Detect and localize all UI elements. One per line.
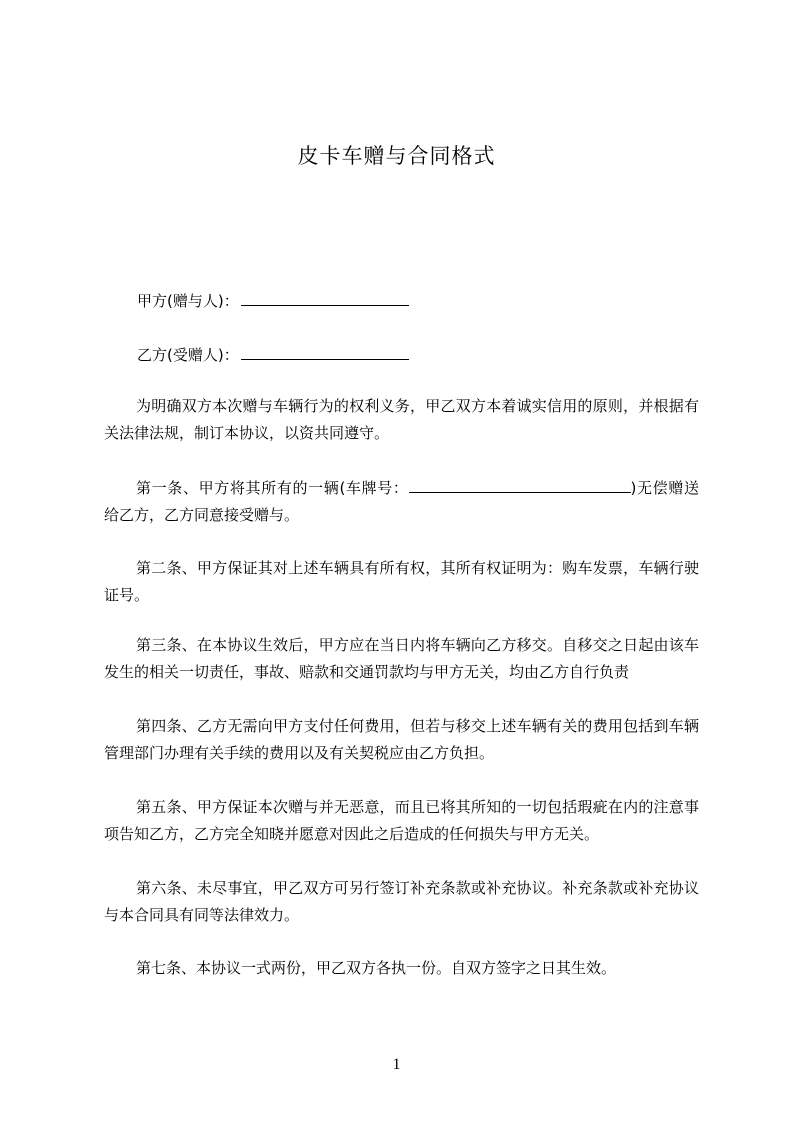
article-3-paragraph: 第三条、在本协议生效后，甲方应在当日内将车辆向乙方移交。自移交之日起由该车发生的相关一切责任，事故、赔款和交通罚款均与甲方无关，均由乙方自行负责 (104, 636, 699, 681)
article-1-text-after: )无偿赠送给乙方，乙方同意接受赠与。 (104, 479, 699, 524)
article-4-paragraph: 第四条、乙方无需向甲方支付任何费用，但若与移交上述车辆有关的费用包括到车辆管理部门办理有关手续的费用以及有关契税应由乙方负担。 (104, 717, 699, 762)
party-a-blank (241, 290, 409, 306)
party-a-line (137, 290, 409, 311)
party-a-label: 甲方(赠与人)： (137, 292, 239, 310)
article-2-paragraph: 第二条、甲方保证其对上述车辆具有所有权，其所有权证明为：购车发票，车辆行驶证号。 (104, 559, 699, 604)
preamble-paragraph: 为明确双方本次赠与车辆行为的权利义务，甲乙双方本着诚实信用的原则，并根据有关法律法规，制订本协议，以资共同遵守。 (104, 397, 699, 442)
party-b-line (137, 344, 409, 365)
page-number: 1 (392, 1056, 401, 1073)
article-1-text-before: 第一条、甲方将其所有的一辆(车牌号： (136, 479, 409, 497)
article-5-paragraph: 第五条、甲方保证本次赠与并无恶意，而且已将其所知的一切包括瑕疵在内的注意事项告知乙方，乙方完全知晓并愿意对因此之后造成的任何损失与甲方无关。 (104, 798, 699, 843)
document-title: 皮卡车赠与合同格式 (297, 144, 496, 168)
article-7-paragraph: 第七条、本协议一式两份，甲乙双方各执一份。自双方签字之日其生效。 (136, 959, 617, 977)
party-b-label: 乙方(受赠人)： (137, 346, 239, 364)
party-b-blank (241, 344, 409, 360)
article-1-paragraph (104, 475, 699, 529)
article-6-paragraph: 第六条、未尽事宜，甲乙双方可另行签订补充条款或补充协议。补充条款或补充协议与本合同具有同等法律效力。 (104, 879, 699, 924)
plate-number-blank (409, 477, 631, 493)
